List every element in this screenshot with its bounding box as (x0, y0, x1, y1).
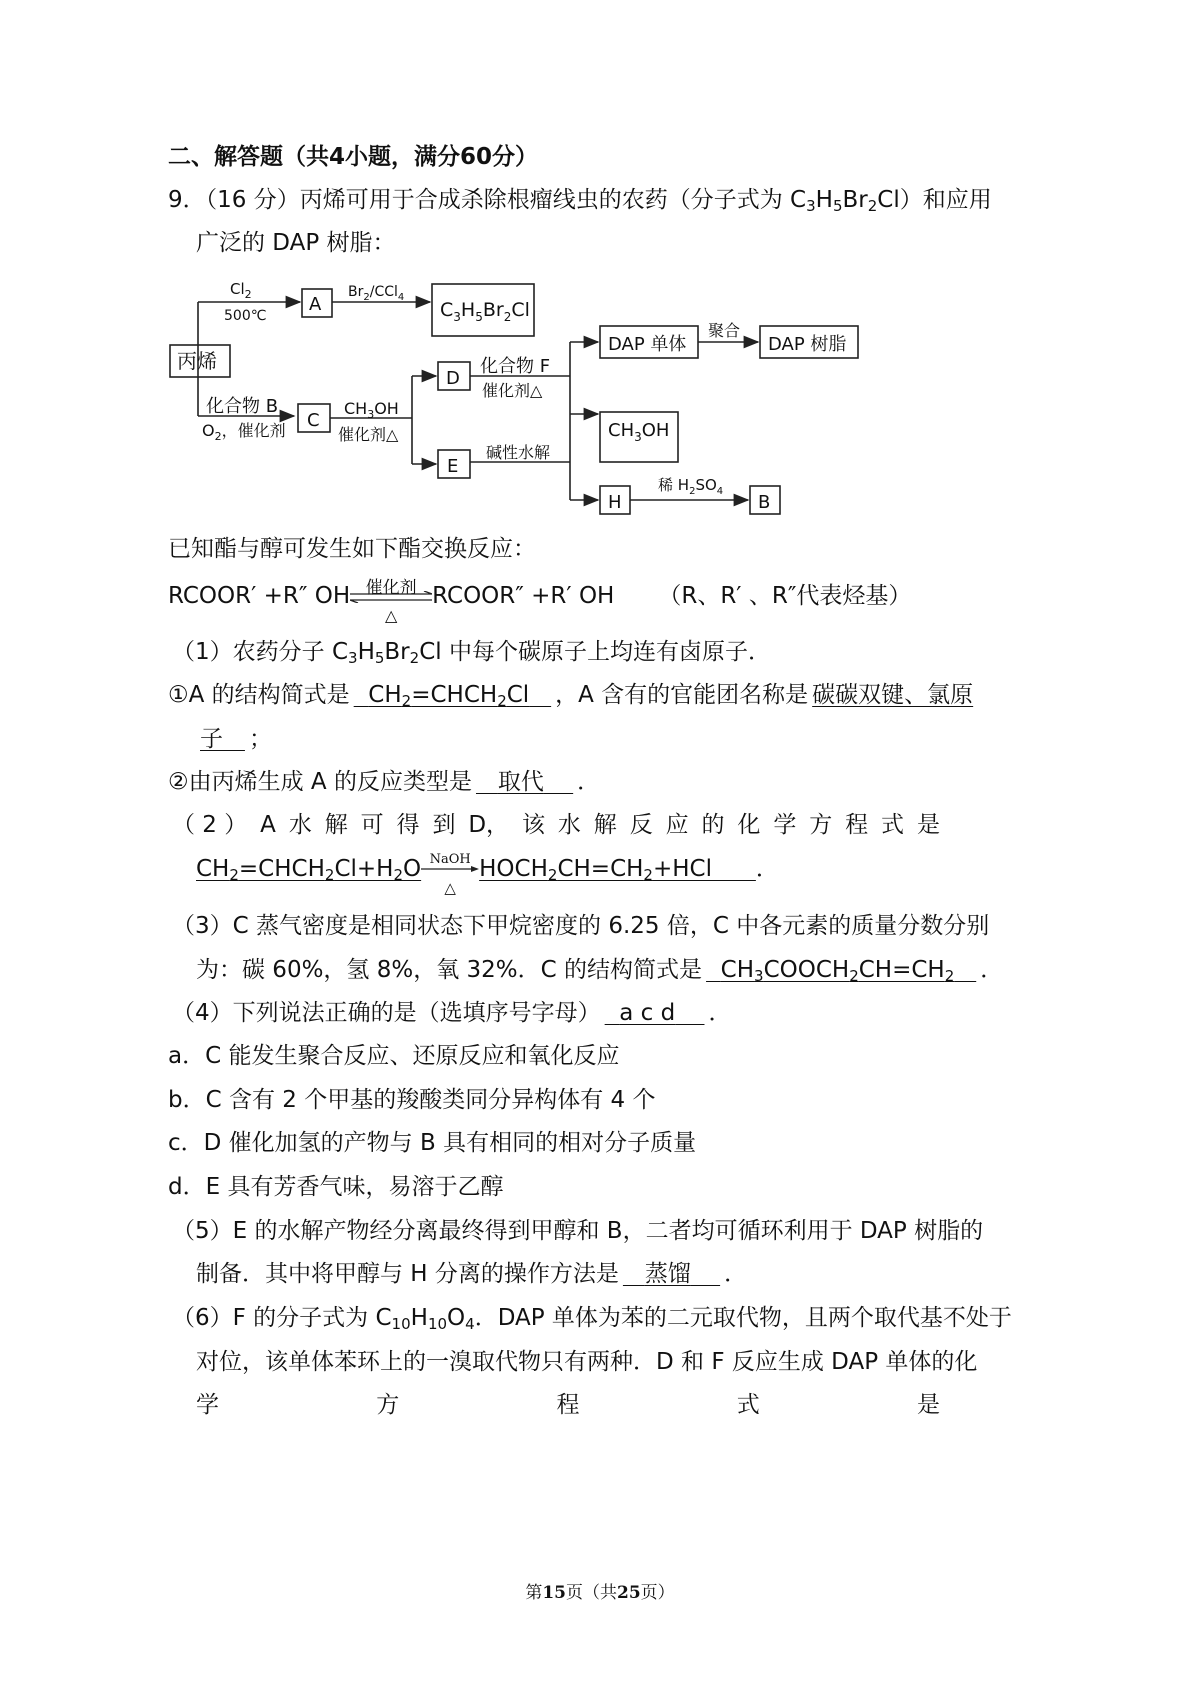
methanol-box-label: $CH_3OH$ (608, 420, 670, 444)
naoh-arrow: NaOH △ (421, 855, 479, 885)
reaction-diagram (168, 272, 868, 522)
justified-word: 是 (916, 812, 940, 838)
answer-functional-groups-cont: 子 (200, 726, 223, 752)
part-3-line-2: 为：碳 60%，氢 8%，氧 32%．C 的结构简式是 $CH_3COOCH_2CH=CH_2$ ． (196, 957, 1004, 985)
answer-reaction-type: 取代 (497, 769, 544, 795)
part-4-question: （4）下列说法正确的是（选填序号字母） a c d ． (172, 1000, 732, 1026)
cl2-label: $Cl_2$ (230, 280, 252, 301)
box-c-label: C (307, 410, 320, 431)
justified-word: 学 (773, 812, 797, 838)
justified-word: 该 (521, 812, 545, 838)
page-footer: 第15页（共25页） (525, 1583, 675, 1603)
justified-word: 式 (881, 812, 905, 838)
dap-resin-label: DAP 树脂 (768, 334, 847, 355)
part-5-line-2: 制备．其中将甲醇与 H 分离的操作方法是 蒸馏 ． (196, 1261, 748, 1287)
equilibrium-arrow: 催化剂 △ (350, 582, 432, 612)
part-2-equation: $CH_2=CHCH_2Cl+H_2O$ NaOH △ $HOCH_2CH=CH_2+HCl$ ． (196, 851, 779, 897)
justified-word: 程 (556, 1392, 580, 1418)
dilute-h2so4-label: 稀 $H_2SO_4$ (658, 476, 724, 497)
justified-word: 反 (629, 812, 653, 838)
part-2-question (172, 810, 940, 840)
justified-word: 学 (196, 1392, 219, 1418)
justified-word: 到 (432, 812, 456, 838)
box-e-label: E (447, 456, 459, 477)
answer-a-structure: $CH_2=CHCH_2Cl$ (368, 682, 530, 710)
br2-label: $Br_2/CCl_4$ (348, 284, 405, 303)
alkaline-hydrolysis-label: 碱性水解 (486, 443, 551, 462)
answer-hydrolysis-equation: $CH_2=CHCH_2Cl+H_2O$ NaOH △ $HOCH_2CH=CH_2+HCl$ (196, 851, 712, 897)
methanol-label: $CH_3OH$ (344, 399, 399, 421)
justified-word: 可 (360, 812, 384, 838)
dap-monomer-label: DAP 单体 (608, 334, 687, 355)
justified-word: 应 (665, 812, 689, 838)
justified-word: 程 (845, 812, 869, 838)
justified-word: 方 (376, 1392, 400, 1418)
section-title: 二、解答题（共4小题，满分60分） (168, 144, 539, 170)
question-9-line-1: 9．（16 分）丙烯可用于合成杀除根瘤线虫的农药（分子式为 $C_3H_5Br_2Cl$）和应用 (168, 187, 992, 215)
question-9-line-2: 广泛的 DAP 树脂： (196, 230, 396, 256)
box-h-label: H (608, 492, 622, 513)
part-6-line-3 (196, 1390, 940, 1420)
justified-word: 得 (396, 812, 420, 838)
answer-functional-groups: 碳碳双键、氯原 (812, 682, 974, 708)
justified-word: D， (468, 812, 510, 838)
answer-correct-options: a c d (619, 1000, 676, 1026)
box-b-label: B (758, 492, 771, 513)
polymerize-label: 聚合 (708, 321, 741, 340)
answer-separation-method: 蒸馏 (644, 1261, 691, 1287)
compound-f-label: 化合物 F (480, 356, 551, 377)
temp-label: 500℃ (224, 308, 267, 324)
option-d: d．E 具有芳香气味，易溶于乙醇 (168, 1174, 504, 1200)
part-6-line-1: （6）F 的分子式为 $C_{10}H_{10}O_4$．DAP 单体为苯的二元取代物，且两个取代基不处于 (172, 1305, 1012, 1333)
part-6-line-2: 对位，该单体苯环上的一溴取代物只有两种．D 和 F 反应生成 DAP 单体的化 (196, 1349, 978, 1375)
option-a: a．C 能发生聚合反应、还原反应和氧化反应 (168, 1043, 620, 1069)
known-statement: 已知酯与醇可发生如下酯交换反应： (168, 536, 536, 562)
part-3-line-1: （3）C 蒸气密度是相同状态下甲烷密度的 6.25 倍，C 中各元素的质量分数分别 (172, 913, 990, 939)
part-1-q1-cont: 子 ； (196, 724, 272, 754)
compound-b-label: 化合物 B (206, 396, 279, 417)
catalyst-heat-label: 催化剂△ (338, 425, 399, 444)
justified-word: （ 2 ） (172, 812, 248, 838)
catalyst-heat-label-2: 催化剂△ (482, 381, 543, 400)
option-c: c．D 催化加氢的产物与 B 具有相同的相对分子质量 (168, 1130, 697, 1156)
o2-catalyst-label: $O_2$，催化剂 (202, 421, 286, 443)
part-1-intro: （1）农药分子 $C_3H_5Br_2Cl$ 中每个碳原子上均连有卤原子． (172, 639, 771, 667)
part-5-line-1: （5）E 的水解产物经分离最终得到甲醇和 B，二者均可循环利用于 DAP 树脂的 (172, 1218, 984, 1244)
ester-exchange-equation: RCOOR′ +R″ OH 催化剂 △ RCOOR″ +R′ OH （R、R′ 、R″代表烃基） (168, 577, 912, 625)
option-b: b．C 含有 2 个甲基的羧酸类同分异构体有 4 个 (168, 1087, 656, 1113)
justified-word: 方 (809, 812, 833, 838)
justified-word: 水 (557, 812, 581, 838)
justified-word: 的 (701, 812, 725, 838)
product-label: $C_3H_5Br_2Cl$ (440, 299, 530, 324)
justified-word: 化 (737, 812, 761, 838)
part-1-q1: ①A 的结构简式是 $CH_2=CHCH_2Cl$ ，A 含有的官能团名称是 碳碳双键、氯原 (168, 680, 940, 710)
justified-word: 解 (593, 812, 617, 838)
answer-c-structure: $CH_3COOCH_2CH=CH_2$ (720, 957, 955, 985)
justified-word: 水 (288, 812, 312, 838)
justified-word: 解 (324, 812, 348, 838)
justified-word: 是 (917, 1392, 940, 1418)
box-d-label: D (446, 368, 460, 389)
part-1-q2: ②由丙烯生成 A 的反应类型是 取代 ． (168, 769, 601, 795)
justified-word: 式 (736, 1392, 760, 1418)
propene-label: 丙烯 (177, 349, 217, 373)
justified-word: A (260, 812, 276, 838)
box-a-label: A (309, 294, 322, 315)
